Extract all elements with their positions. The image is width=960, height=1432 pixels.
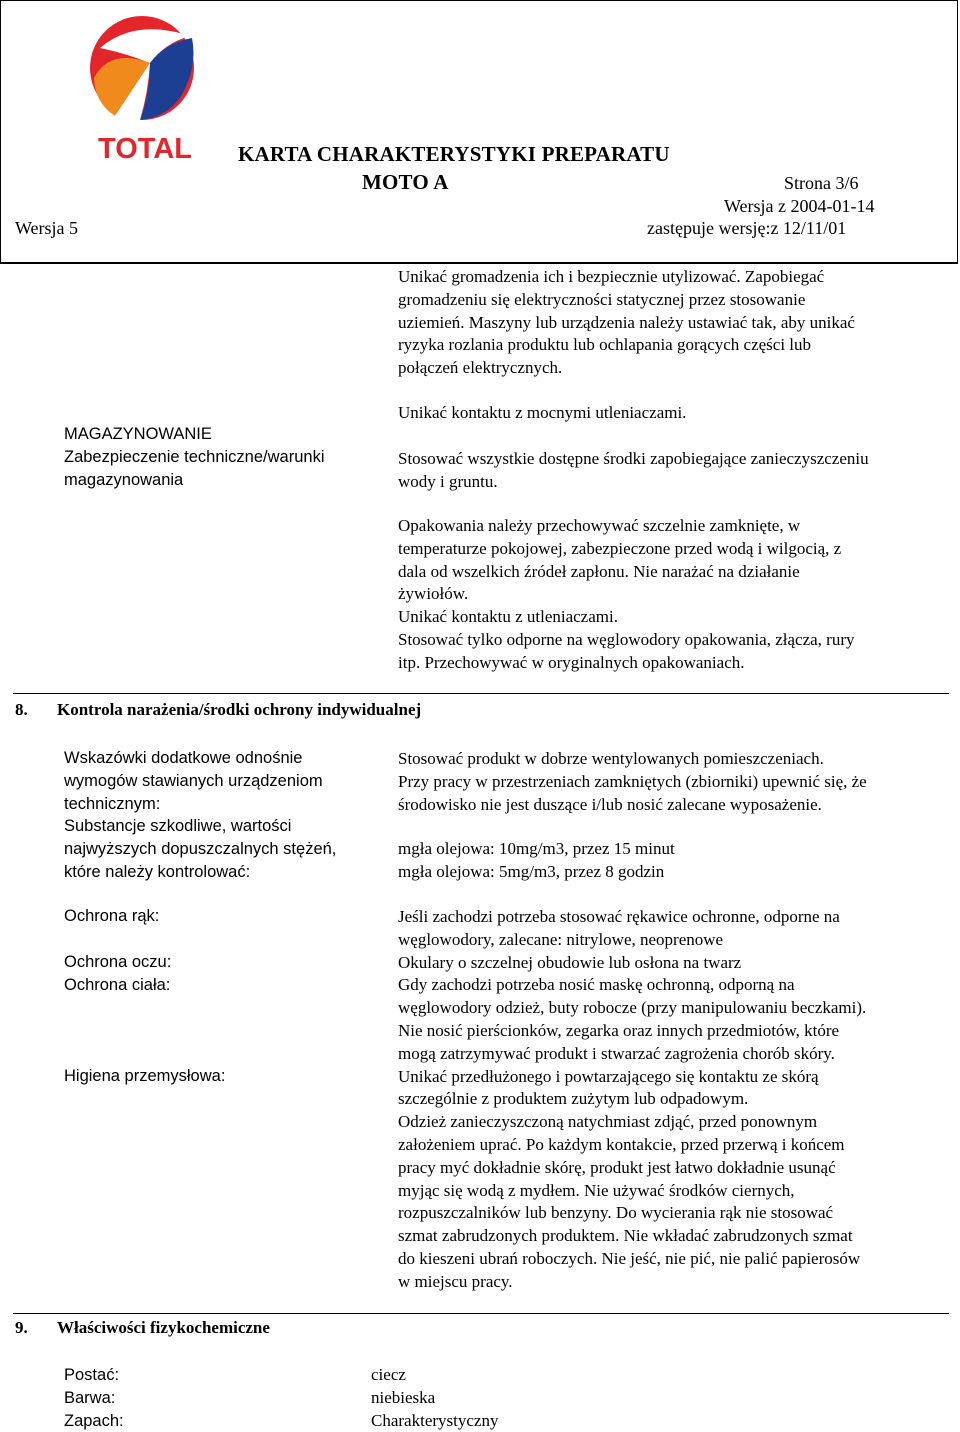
replaces-version: zastępuje wersję:z 12/11/01: [647, 218, 847, 238]
section-8-title: Kontrola narażenia/środki ochrony indywidualnej: [57, 700, 422, 719]
protection-measures-text: Jeśli zachodzi potrzeba stosować rękawice ochronne, odporne na węglowodory, zalecane: nitrylowe, neoprenowe Okulary o szczelnej obudowie lub osłona na twarz Gdy zachodzi potrzeba nosić maskę ochronną, odporną na węglowodory odzież, buty robocze (przy manipulowaniu beczkami). Nie nosić pierścionków, zegarka oraz innych przedmiotów, które mogą zatrzymywać produkt i stwarzać zagrożenia chorób skóry. Unikać przedłużonego i powtarzającego się kontaktu ze skórą szczególnie z produktem zużytym lub odpadowym. Odzież zanieczyszczoną natychmiast zdjąć, przed ponownym założeniem uprać. Po każdym kontakcie, przed przerwą i końcem pracy myć dokładnie skórę, produkt jest łatwo dokładnie usunąć myjąc się wodą z mydłem. Nie używać środków ciernych, rozpuszczalników lub benzyny. Do wycierania rąk nie stosować szmat zabrudzonych produktem. Nie wkładać zabrudzonych szmat do kieszeni ubrań roboczych. Nie jeść, nie pić, nie palić papierosów w miejscu pracy.: [398, 907, 867, 1291]
ventilation-text: Stosować produkt w dobrze wentylowanych pomieszczeniach. Przy pracy w przestrzeniach zamkniętych (zbiorniki) upewnić się, że środowisko nie jest duszące i/lub nosić zalecane wyposażenie.: [398, 749, 867, 814]
document-title: KARTA CHARAKTERYSTYKI PREPARATU: [238, 142, 670, 166]
avoid-oxidizers-text: Unikać kontaktu z mocnymi utleniaczami.: [398, 403, 687, 422]
industrial-hygiene-label: Higiena przemysłowa:: [64, 1067, 226, 1085]
product-name: MOTO A: [362, 170, 449, 194]
version-number: Wersja 5: [15, 218, 79, 238]
physical-properties-labels: Postać: Barwa: Zapach:: [64, 1366, 124, 1430]
eye-body-protection-label: Ochrona oczu: Ochrona ciała:: [64, 953, 172, 994]
prevent-pollution-text: Stosować wszystkie dostępne środki zapobiegające zanieczyszczeniu wody i gruntu.: [398, 449, 869, 491]
handling-text: Unikać gromadzenia ich i bezpiecznie utylizować. Zapobiegać gromadzeniu się elektryczności statycznej przez stosowanie uziemień. Maszyny lub urządzenia należy ustawiać tak, aby unikać ryzyka rozlania produktu lub ochlapania gorących części lub połączeń elektrycznych.: [398, 267, 855, 378]
section-9-rule: [13, 1313, 949, 1314]
section-8-number: 8.: [15, 700, 28, 719]
packaging-text: Opakowania należy przechowywać szczelnie zamknięte, w temperaturze pokojowej, zabezpieczone przed wodą i wilgocią, z dala od wszelkich źródeł zapłonu. Nie narażać na działanie żywiołów. Unikać kontaktu z utleniaczami. Stosować tylko odporne na węglowodory opakowania, złącza, rury itp. Przechowywać w oryginalnych opakowaniach.: [398, 516, 855, 672]
storage-label: MAGAZYNOWANIE Zabezpieczenie techniczne/warunki magazynowania: [64, 425, 325, 489]
physical-properties-values: ciecz niebieska Charakterystyczny: [371, 1365, 499, 1430]
total-logo-icon: [80, 8, 210, 168]
section-9-number: 9.: [15, 1318, 28, 1337]
version-date: Wersja z 2004-01-14: [724, 196, 875, 216]
page-number: Strona 3/6: [784, 173, 859, 193]
total-logo: [80, 8, 210, 168]
logo-wordmark: TOTAL: [98, 133, 192, 165]
section-8-rule: [13, 693, 949, 694]
exposure-limits-text: mgła olejowa: 10mg/m3, przez 15 minut mgła olejowa: 5mg/m3, przez 8 godzin: [398, 839, 675, 881]
hand-protection-label: Ochrona rąk:: [64, 907, 160, 925]
technical-requirements-label: Wskazówki dodatkowe odnośnie wymogów stawianych urządzeniom technicznym: Substancje szkodliwe, wartości najwyższych dopuszczalnych stężeń, które należy kontrolować:: [64, 749, 337, 881]
section-9-title: Właściwości fizykochemiczne: [57, 1318, 270, 1337]
